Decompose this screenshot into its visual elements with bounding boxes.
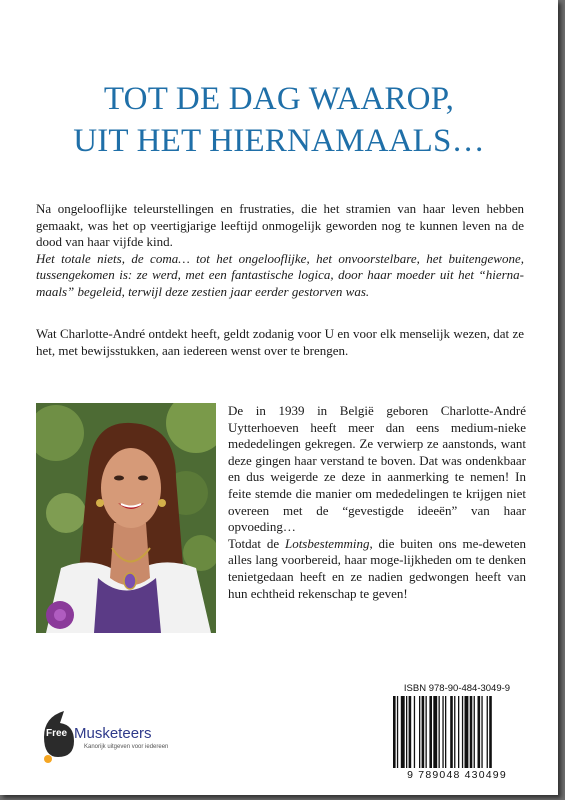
bio-paragraph-1: De in 1939 in België geboren Charlotte-André Uytterhoeven heeft meer dan eens medium-nieke mededelingen gekregen. Ze verwierp ze aanstonds, want deze gingen haar verstand te boven. Dat was ondenkbaar en dus weigerde ze deze in aanmerking te nemen! In feite stemde die manier om mededelingen te krijgen niet overeen met de “gevestigde ideeën” van haar opvoeding… [228, 403, 526, 535]
intro-italic-text: Het totale niets, de coma… tot het ongelooflijke, het onvoorstelbare, het buitengewone, tussengekomen is: ze werd, met een fantastische logica, door haar moeder uit het “hierna-maals” begeleid, terwijl deze zestien jaar eerder gestorven was. [36, 250, 524, 299]
title-line-2: UIT HET HIERNAMAALS… [73, 123, 485, 159]
bio-p2-end: , die buiten ons me-deweten alles lang voorbereid, haar moge-lijkheden om te denken tenietgedaan heeft en ze nadien gedwongen heeft van hun echtheid rekenschap te geven! [228, 535, 526, 601]
publisher-name [46, 725, 152, 742]
bio-p2-start: Totdat de [228, 535, 285, 551]
logo-name: Musketeers [74, 725, 152, 742]
isbn-label: ISBN 978-90-484-3049-9 [403, 683, 511, 694]
bio-paragraph-2 [228, 536, 526, 602]
logo-badge: Free [46, 728, 68, 739]
isbn-barcode [387, 683, 527, 783]
cover-title [0, 78, 558, 162]
publisher-tagline: Kanorijk uitgeven voor iedereen [84, 744, 169, 750]
intro-paragraph [36, 201, 524, 301]
middle-paragraph [36, 326, 524, 359]
publisher-logo [38, 707, 238, 767]
author-bio [228, 403, 526, 602]
barcode-bars [393, 696, 521, 768]
author-photo [36, 403, 216, 633]
bio-p2-italic: Lotsbestemming [284, 535, 370, 551]
title-line-1: TOT DE DAG WAAROP, [103, 81, 455, 117]
middle-text: Wat Charlotte-André ontdekt heeft, geldt zodanig voor U en voor elk menselijk wezen, dat ze het, met bewijsstukken, aan iedereen wenst over te brengen. [36, 326, 524, 358]
intro-text: Na ongelooflijke teleurstellingen en frustraties, die het stramien van haar leven hebben gemaakt, was het op veertigjarige leeftijd onmogelijk geworden nog te kunnen leven na de dood van haar vijfde kind. [36, 201, 524, 250]
barcode-digits: 9 789048 430499 [407, 769, 507, 781]
